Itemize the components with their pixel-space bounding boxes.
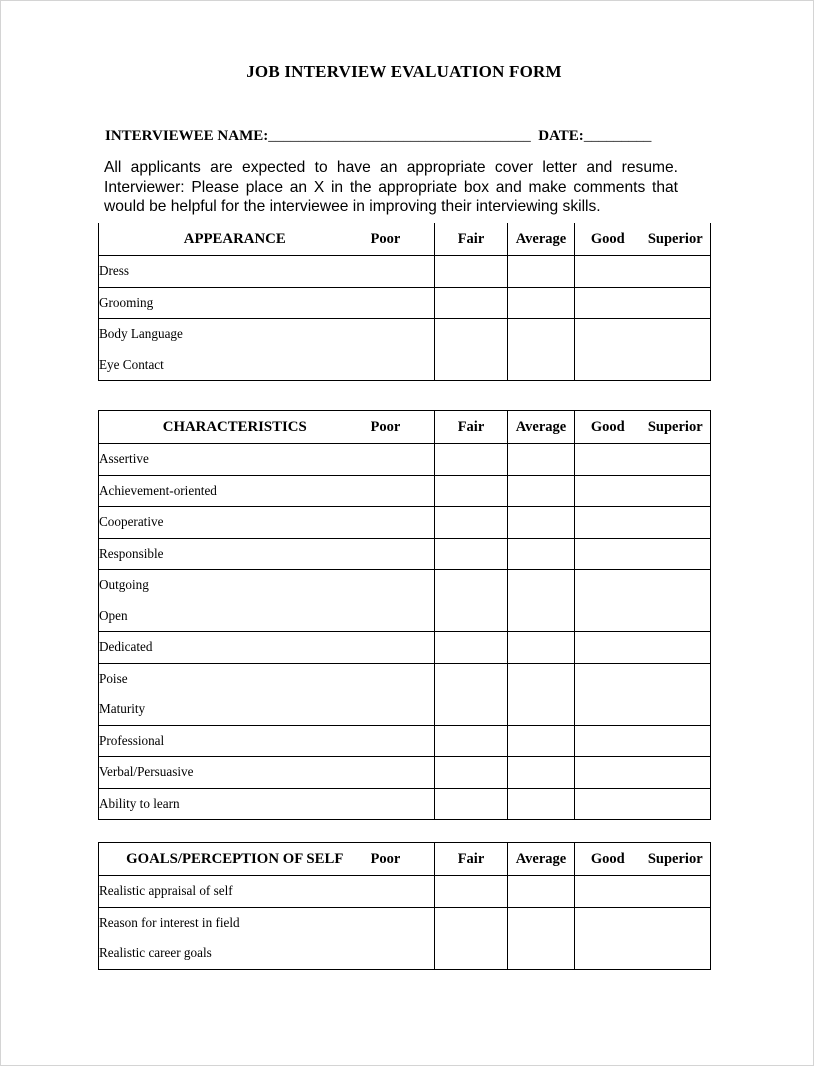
criteria-label: Poise [99, 670, 128, 686]
column-header-average: Average [508, 411, 575, 444]
rating-box-average[interactable] [508, 475, 575, 507]
table-row [99, 287, 711, 319]
criteria-cell [99, 632, 371, 664]
rating-box-superior[interactable] [641, 663, 711, 725]
rating-box-poor[interactable] [371, 663, 435, 725]
rating-box-good[interactable] [575, 907, 641, 969]
interviewee-name-field[interactable]: ___________________________________ [268, 128, 531, 144]
criteria-label: Dedicated [99, 639, 153, 654]
criteria-cell [99, 507, 371, 539]
rating-box-poor[interactable] [371, 757, 435, 789]
rating-box-superior[interactable] [641, 907, 711, 969]
rating-box-good[interactable] [575, 570, 641, 632]
column-header-good: Good [575, 411, 641, 444]
rating-box-fair[interactable] [435, 319, 508, 381]
rating-box-average[interactable] [508, 287, 575, 319]
rating-box-fair[interactable] [435, 663, 508, 725]
rating-box-average[interactable] [508, 788, 575, 820]
column-header-superior: Superior [641, 223, 711, 256]
table-row [99, 475, 711, 507]
criteria-label: Dress [99, 263, 130, 278]
criteria-label: Maturity [99, 701, 146, 716]
table-row [99, 570, 711, 632]
rating-box-superior[interactable] [641, 256, 711, 288]
table-row [99, 538, 711, 570]
date-field[interactable]: _________ [583, 128, 652, 144]
goals-perception-table [98, 842, 711, 970]
criteria-cell [99, 757, 371, 789]
rating-box-fair[interactable] [435, 632, 508, 664]
criteria-label: Realistic appraisal of self [99, 883, 233, 898]
characteristics-table [98, 410, 711, 820]
rating-box-good[interactable] [575, 538, 641, 570]
criteria-label: Realistic career goals [99, 945, 212, 960]
rating-box-superior[interactable] [641, 788, 711, 820]
criteria-cell [99, 256, 371, 288]
table-row [99, 907, 711, 969]
rating-box-average[interactable] [508, 907, 575, 969]
rating-box-fair[interactable] [435, 757, 508, 789]
criteria-label: Verbal/Persuasive [99, 764, 194, 779]
criteria-cell [99, 570, 371, 632]
criteria-cell [99, 444, 371, 476]
criteria-label: Ability to learn [99, 795, 180, 811]
criteria-label: Eye Contact [99, 356, 164, 372]
appearance-table [98, 223, 711, 381]
rating-box-good[interactable] [575, 663, 641, 725]
rating-box-superior[interactable] [641, 287, 711, 319]
rating-box-poor[interactable] [371, 444, 435, 476]
criteria-label: Cooperative [99, 514, 164, 529]
section-heading: CHARACTERISTICS [99, 411, 371, 444]
column-header-superior: Superior [641, 843, 711, 876]
table-header-row [99, 411, 711, 444]
table-row [99, 725, 711, 757]
criteria-cell [99, 788, 371, 820]
table-row [99, 444, 711, 476]
table-row [99, 319, 711, 381]
column-header-fair: Fair [435, 843, 508, 876]
section-heading: GOALS/PERCEPTION OF SELF [99, 843, 371, 876]
rating-box-good[interactable] [575, 507, 641, 539]
criteria-label: Grooming [99, 294, 154, 310]
rating-box-good[interactable] [575, 632, 641, 664]
rating-box-fair[interactable] [435, 876, 508, 908]
rating-box-good[interactable] [575, 287, 641, 319]
section-heading: APPEARANCE [99, 223, 371, 256]
criteria-label: Achievement-oriented [99, 482, 217, 498]
rating-box-fair[interactable] [435, 570, 508, 632]
rating-box-poor[interactable] [371, 507, 435, 539]
rating-box-fair[interactable] [435, 444, 508, 476]
criteria-cell [99, 663, 371, 725]
table-row [99, 632, 711, 664]
rating-box-good[interactable] [575, 444, 641, 476]
rating-box-average[interactable] [508, 256, 575, 288]
rating-box-average[interactable] [508, 538, 575, 570]
column-header-poor: Poor [371, 843, 435, 876]
criteria-cell [99, 907, 371, 969]
criteria-label: Open [99, 607, 128, 623]
column-header-average: Average [508, 223, 575, 256]
rating-box-average[interactable] [508, 570, 575, 632]
criteria-cell [99, 876, 371, 908]
rating-box-fair[interactable] [435, 287, 508, 319]
form-title: JOB INTERVIEW EVALUATION FORM [246, 62, 562, 81]
table-row [99, 788, 711, 820]
criteria-cell [99, 319, 371, 381]
rating-box-average[interactable] [508, 725, 575, 757]
rating-box-average[interactable] [508, 632, 575, 664]
column-header-fair: Fair [435, 223, 508, 256]
rating-box-superior[interactable] [641, 757, 711, 789]
table-row [99, 507, 711, 539]
column-header-superior: Superior [641, 411, 711, 444]
table-header-row [99, 223, 711, 256]
rating-box-good[interactable] [575, 788, 641, 820]
table-row [99, 876, 711, 908]
rating-box-fair[interactable] [435, 907, 508, 969]
criteria-label: Assertive [99, 451, 149, 466]
rating-box-superior[interactable] [641, 538, 711, 570]
column-header-good: Good [575, 843, 641, 876]
rating-box-poor[interactable] [371, 907, 435, 969]
rating-box-good[interactable] [575, 475, 641, 507]
rating-box-average[interactable] [508, 663, 575, 725]
criteria-label: Responsible [99, 545, 164, 561]
rating-box-fair[interactable] [435, 788, 508, 820]
table-row [99, 757, 711, 789]
rating-box-superior[interactable] [641, 570, 711, 632]
rating-box-poor[interactable] [371, 538, 435, 570]
table-header-row [99, 843, 711, 876]
rating-box-superior[interactable] [641, 507, 711, 539]
rating-box-poor[interactable] [371, 570, 435, 632]
rating-box-good[interactable] [575, 876, 641, 908]
rating-box-average[interactable] [508, 876, 575, 908]
rating-box-average[interactable] [508, 319, 575, 381]
criteria-label: Professional [99, 732, 165, 748]
column-header-fair: Fair [435, 411, 508, 444]
rating-box-superior[interactable] [641, 475, 711, 507]
rating-box-poor[interactable] [371, 287, 435, 319]
rating-box-fair[interactable] [435, 725, 508, 757]
table-row [99, 256, 711, 288]
instructions-text: All applicants are expected to have an appropriate cover letter and resume. Interviewer: Please place an X in the appropriate box and make comments that would be helpful for the interviewee in improving their interviewing skills. [104, 159, 678, 215]
rating-box-fair[interactable] [435, 538, 508, 570]
rating-box-fair[interactable] [435, 475, 508, 507]
rating-box-fair[interactable] [435, 507, 508, 539]
rating-box-poor[interactable] [371, 475, 435, 507]
rating-box-poor[interactable] [371, 876, 435, 908]
rating-box-good[interactable] [575, 725, 641, 757]
rating-box-average[interactable] [508, 757, 575, 789]
rating-box-fair[interactable] [435, 256, 508, 288]
rating-box-average[interactable] [508, 507, 575, 539]
interviewee-line [105, 128, 651, 145]
interviewee-name-label: INTERVIEWEE NAME: [105, 128, 269, 144]
rating-box-poor[interactable] [371, 788, 435, 820]
column-header-average: Average [508, 843, 575, 876]
rating-box-good[interactable] [575, 757, 641, 789]
column-header-poor: Poor [371, 223, 435, 256]
rating-box-average[interactable] [508, 444, 575, 476]
rating-box-superior[interactable] [641, 876, 711, 908]
criteria-cell [99, 538, 371, 570]
criteria-cell [99, 725, 371, 757]
rating-box-superior[interactable] [641, 444, 711, 476]
criteria-label: Outgoing [99, 577, 149, 592]
rating-box-superior[interactable] [641, 725, 711, 757]
rating-box-good[interactable] [575, 319, 641, 381]
rating-box-superior[interactable] [641, 319, 711, 381]
table-row [99, 663, 711, 725]
criteria-label: Body Language [99, 326, 183, 341]
rating-box-poor[interactable] [371, 319, 435, 381]
date-label: DATE: [538, 128, 584, 144]
rating-box-good[interactable] [575, 256, 641, 288]
rating-box-poor[interactable] [371, 632, 435, 664]
rating-box-poor[interactable] [371, 256, 435, 288]
criteria-cell [99, 475, 371, 507]
rating-box-poor[interactable] [371, 725, 435, 757]
rating-box-superior[interactable] [641, 632, 711, 664]
column-header-poor: Poor [371, 411, 435, 444]
criteria-cell [99, 287, 371, 319]
criteria-label: Reason for interest in field [99, 914, 240, 930]
column-header-good: Good [575, 223, 641, 256]
